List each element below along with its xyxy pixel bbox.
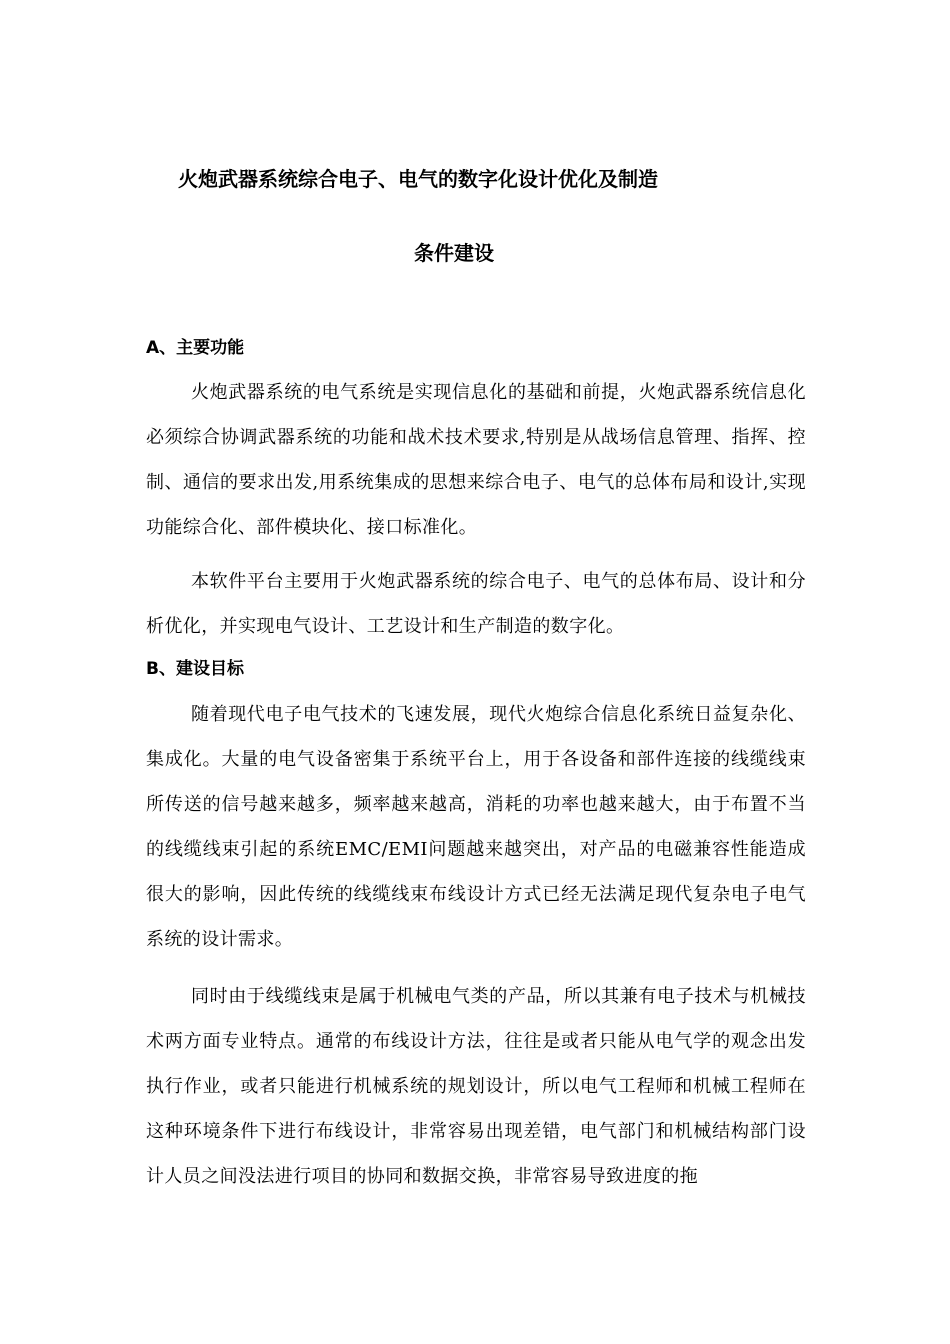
section-a-heading: A、主要功能 xyxy=(146,338,245,358)
section-b-heading: B、建设目标 xyxy=(146,659,244,679)
document-title-line-1: 火炮武器系统综合电子、电气的数字化设计优化及制造 xyxy=(178,167,658,191)
document-title-line-2: 条件建设 xyxy=(414,241,494,265)
section-a-paragraph-1: 火炮武器系统的电气系统是实现信息化的基础和前提，火炮武器系统信息化必须综合协调武器系统的功能和战术技术要求,特别是从战场信息管理、指挥、控制、通信的要求出发,用系统集成的思想来综合电子、电气的总体布局和设计,实现功能综合化、部件模块化、接口标准化。 xyxy=(146,382,806,538)
section-a-paragraph-2: 本软件平台主要用于火炮武器系统的综合电子、电气的总体布局、设计和分析优化，并实现电气设计、工艺设计和生产制造的数字化。 xyxy=(146,571,806,637)
section-b-paragraph-2: 同时由于线缆线束是属于机械电气类的产品，所以其兼有电子技术与机械技术两方面专业特点。通常的布线设计方法，往往是或者只能从电气学的观念出发执行作业，或者只能进行机械系统的规划设计，所以电气工程师和机械工程师在这种环境条件下进行布线设计，非常容易出现差错，电气部门和机械结构部门设计人员之间没法进行项目的协同和数据交换，非常容易导致进度的拖 xyxy=(146,986,806,1187)
section-b-paragraph-1: 随着现代电子电气技术的飞速发展，现代火炮综合信息化系统日益复杂化、集成化。大量的电气设备密集于系统平台上，用于各设备和部件连接的线缆线束所传送的信号越来越多，频率越来越高，消耗的功率也越来越大，由于布置不当的线缆线束引起的系统EMC/EMI问题越来越突出，对产品的电磁兼容性能造成很大的影响，因此传统的线缆线束布线设计方式已经无法满足现代复杂电子电气系统的设计需求。 xyxy=(146,704,806,950)
